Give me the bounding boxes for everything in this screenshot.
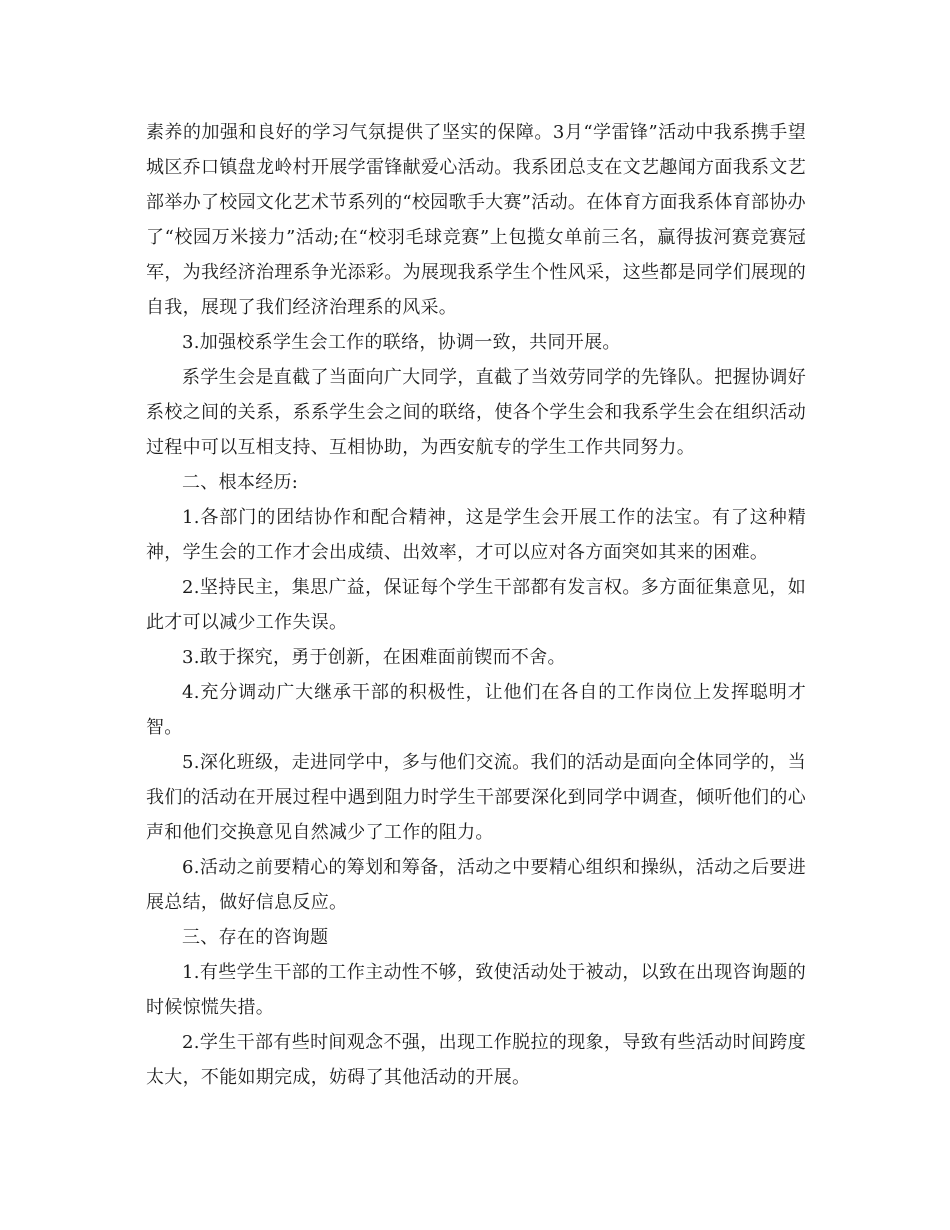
paragraph-continuation: 素养的加强和良好的学习气氛提供了坚实的保障。3月“学雷锋”活动中我系携手望城区乔口镇盘龙岭村开展学雷锋献爱心活动。我系团总支在文艺趣闻方面我系文艺部举办了校园文化艺术节系列的“校园歌手大赛”活动。在体育方面我系体育部协办了“校园万米接力”活动;在“校羽毛球竞赛”上包揽女单前三名，赢得拔河赛竞赛冠军，为我经济治理系争光添彩。为展现我系学生个性风采，这些都是同学们展现的自我，展现了我们经济治理系的风采。 <box>146 122 806 318</box>
paragraph-item-3-liaison: 3.加强校系学生会工作的联络，协调一致，共同开展。 <box>182 332 621 353</box>
paragraph-experience-2: 2.坚持民主，集思广益，保证每个学生干部都有发言权。多方面征集意见，如此才可以减少工作失误。 <box>146 577 806 633</box>
paragraph-experience-4: 4.充分调动广大继承干部的积极性，让他们在各自的工作岗位上发挥聪明才智。 <box>146 682 806 738</box>
paragraph-problem-2: 2.学生干部有些时间观念不强，出现工作脱拉的现象，导致有些活动时间跨度太大，不能如期完成，妨碍了其他活动的开展。 <box>146 1032 806 1088</box>
paragraph-experience-1: 1.各部门的团结协作和配合精神，这是学生会开展工作的法宝。有了这种精神，学生会的工作才会出成绩、出效率，才可以应对各方面突如其来的困难。 <box>146 507 806 563</box>
document-body <box>146 115 806 1095</box>
paragraph-problem-1: 1.有些学生干部的工作主动性不够，致使活动处于被动，以致在出现咨询题的时候惊慌失措。 <box>146 962 806 1018</box>
paragraph-student-union: 系学生会是直截了当面向广大同学，直截了当效劳同学的先锋队。把握协调好系校之间的关系，系系学生会之间的联络，使各个学生会和我系学生会在组织活动过程中可以互相支持、互相协助，为西安航专的学生工作共同努力。 <box>146 367 806 458</box>
section-heading-experience: 二、根本经历: <box>182 472 299 493</box>
section-heading-problems: 三、存在的咨询题 <box>182 927 329 948</box>
paragraph-experience-6: 6.活动之前要精心的筹划和筹备，活动之中要精心组织和操纵，活动之后要进展总结，做好信息反应。 <box>146 857 806 913</box>
paragraph-experience-5: 5.深化班级，走进同学中，多与他们交流。我们的活动是面向全体同学的，当我们的活动在开展过程中遇到阻力时学生干部要深化到同学中调查，倾听他们的心声和他们交换意见自然减少了工作的阻力。 <box>146 752 806 843</box>
paragraph-experience-3: 3.敢于探究，勇于创新，在困难面前锲而不舍。 <box>182 647 566 668</box>
